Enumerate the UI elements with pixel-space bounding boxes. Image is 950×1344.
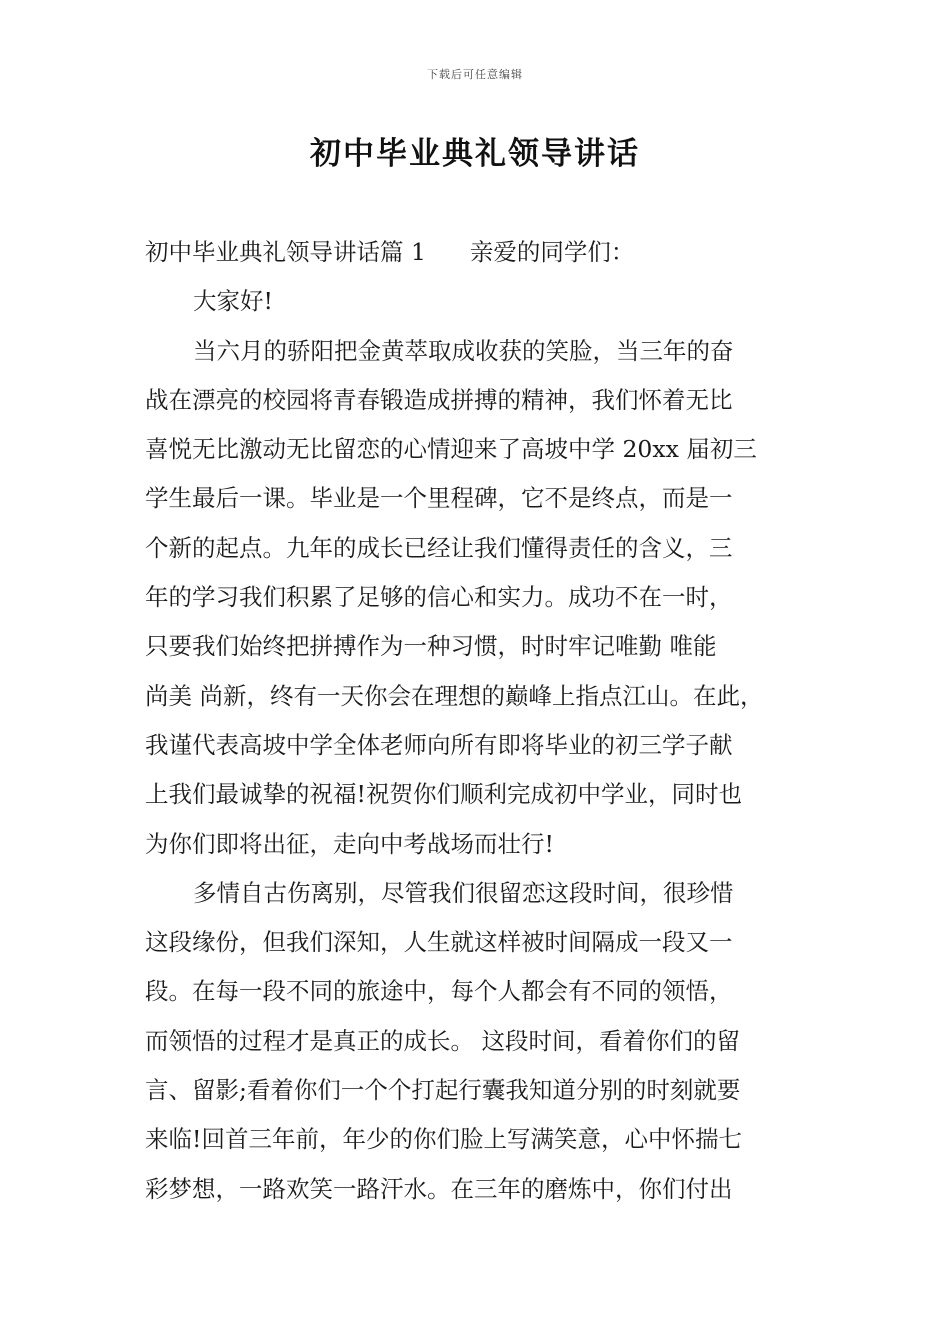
text-line: 当六月的骄阳把金黄萃取成收获的笑脸，当三年的奋 [193, 336, 734, 365]
paragraph-lines [145, 277, 813, 1214]
text-line: 来临!回首三年前，年少的你们脸上写满笑意，心中怀揣七 [145, 1125, 742, 1154]
text-line: 学生最后一课。毕业是一个里程碑，它不是终点，而是一 [145, 484, 733, 513]
text-line: 言、留影;看着你们一个个打起行囊我知道分别的时刻就要 [145, 1076, 741, 1105]
text-line: 尚美 尚新，终有一天你会在理想的巅峰上指点江山。在此， [145, 681, 764, 710]
first-line [145, 228, 813, 277]
text-line: 彩梦想，一路欢笑一路汗水。在三年的磨炼中，你们付出 [145, 1174, 733, 1203]
text-line: 个新的起点。九年的成长已经让我们懂得责任的含义，三 [145, 533, 733, 562]
text-line: 为你们即将出征，走向中考战场而壮行! [145, 829, 554, 858]
text-line: 而领悟的过程才是真正的成长。 这段时间，看着你们的留 [145, 1026, 740, 1055]
salutation: 亲爱的同学们： [469, 238, 635, 266]
text-line: 上我们最诚挚的祝福!祝贺你们顺利完成初中学业，同时也 [145, 780, 742, 809]
text-line: 这段缘份，但我们深知，人生就这样被时间隔成一段又一 [145, 928, 733, 957]
text-line: 我谨代表高坡中学全体老师向所有即将毕业的初三学子献 [145, 730, 733, 759]
header-note: 下载后可任意编辑 [427, 68, 523, 81]
text-line: 年的学习我们积累了足够的信心和实力。成功不在一时， [145, 583, 733, 612]
section-heading: 初中毕业典礼领导讲话篇 1 [145, 238, 426, 266]
text-line: 大家好! [193, 287, 273, 316]
text-line: 段。在每一段不同的旅途中，每个人都会有不同的领悟， [145, 977, 733, 1006]
document-title: 初中毕业典礼领导讲话 [310, 136, 640, 172]
text-line: 多情自古伤离别，尽管我们很留恋这段时间，很珍惜 [193, 878, 734, 907]
text-line: 喜悦无比激动无比留恋的心情迎来了高坡中学 20xx 届初三 [145, 435, 757, 464]
document-body [145, 228, 813, 1214]
text-line: 只要我们始终把拼搏作为一种习惯，时时牢记唯勤 唯能 [145, 632, 717, 661]
text-line: 战在漂亮的校园将青春锻造成拼搏的精神，我们怀着无比 [145, 385, 733, 414]
